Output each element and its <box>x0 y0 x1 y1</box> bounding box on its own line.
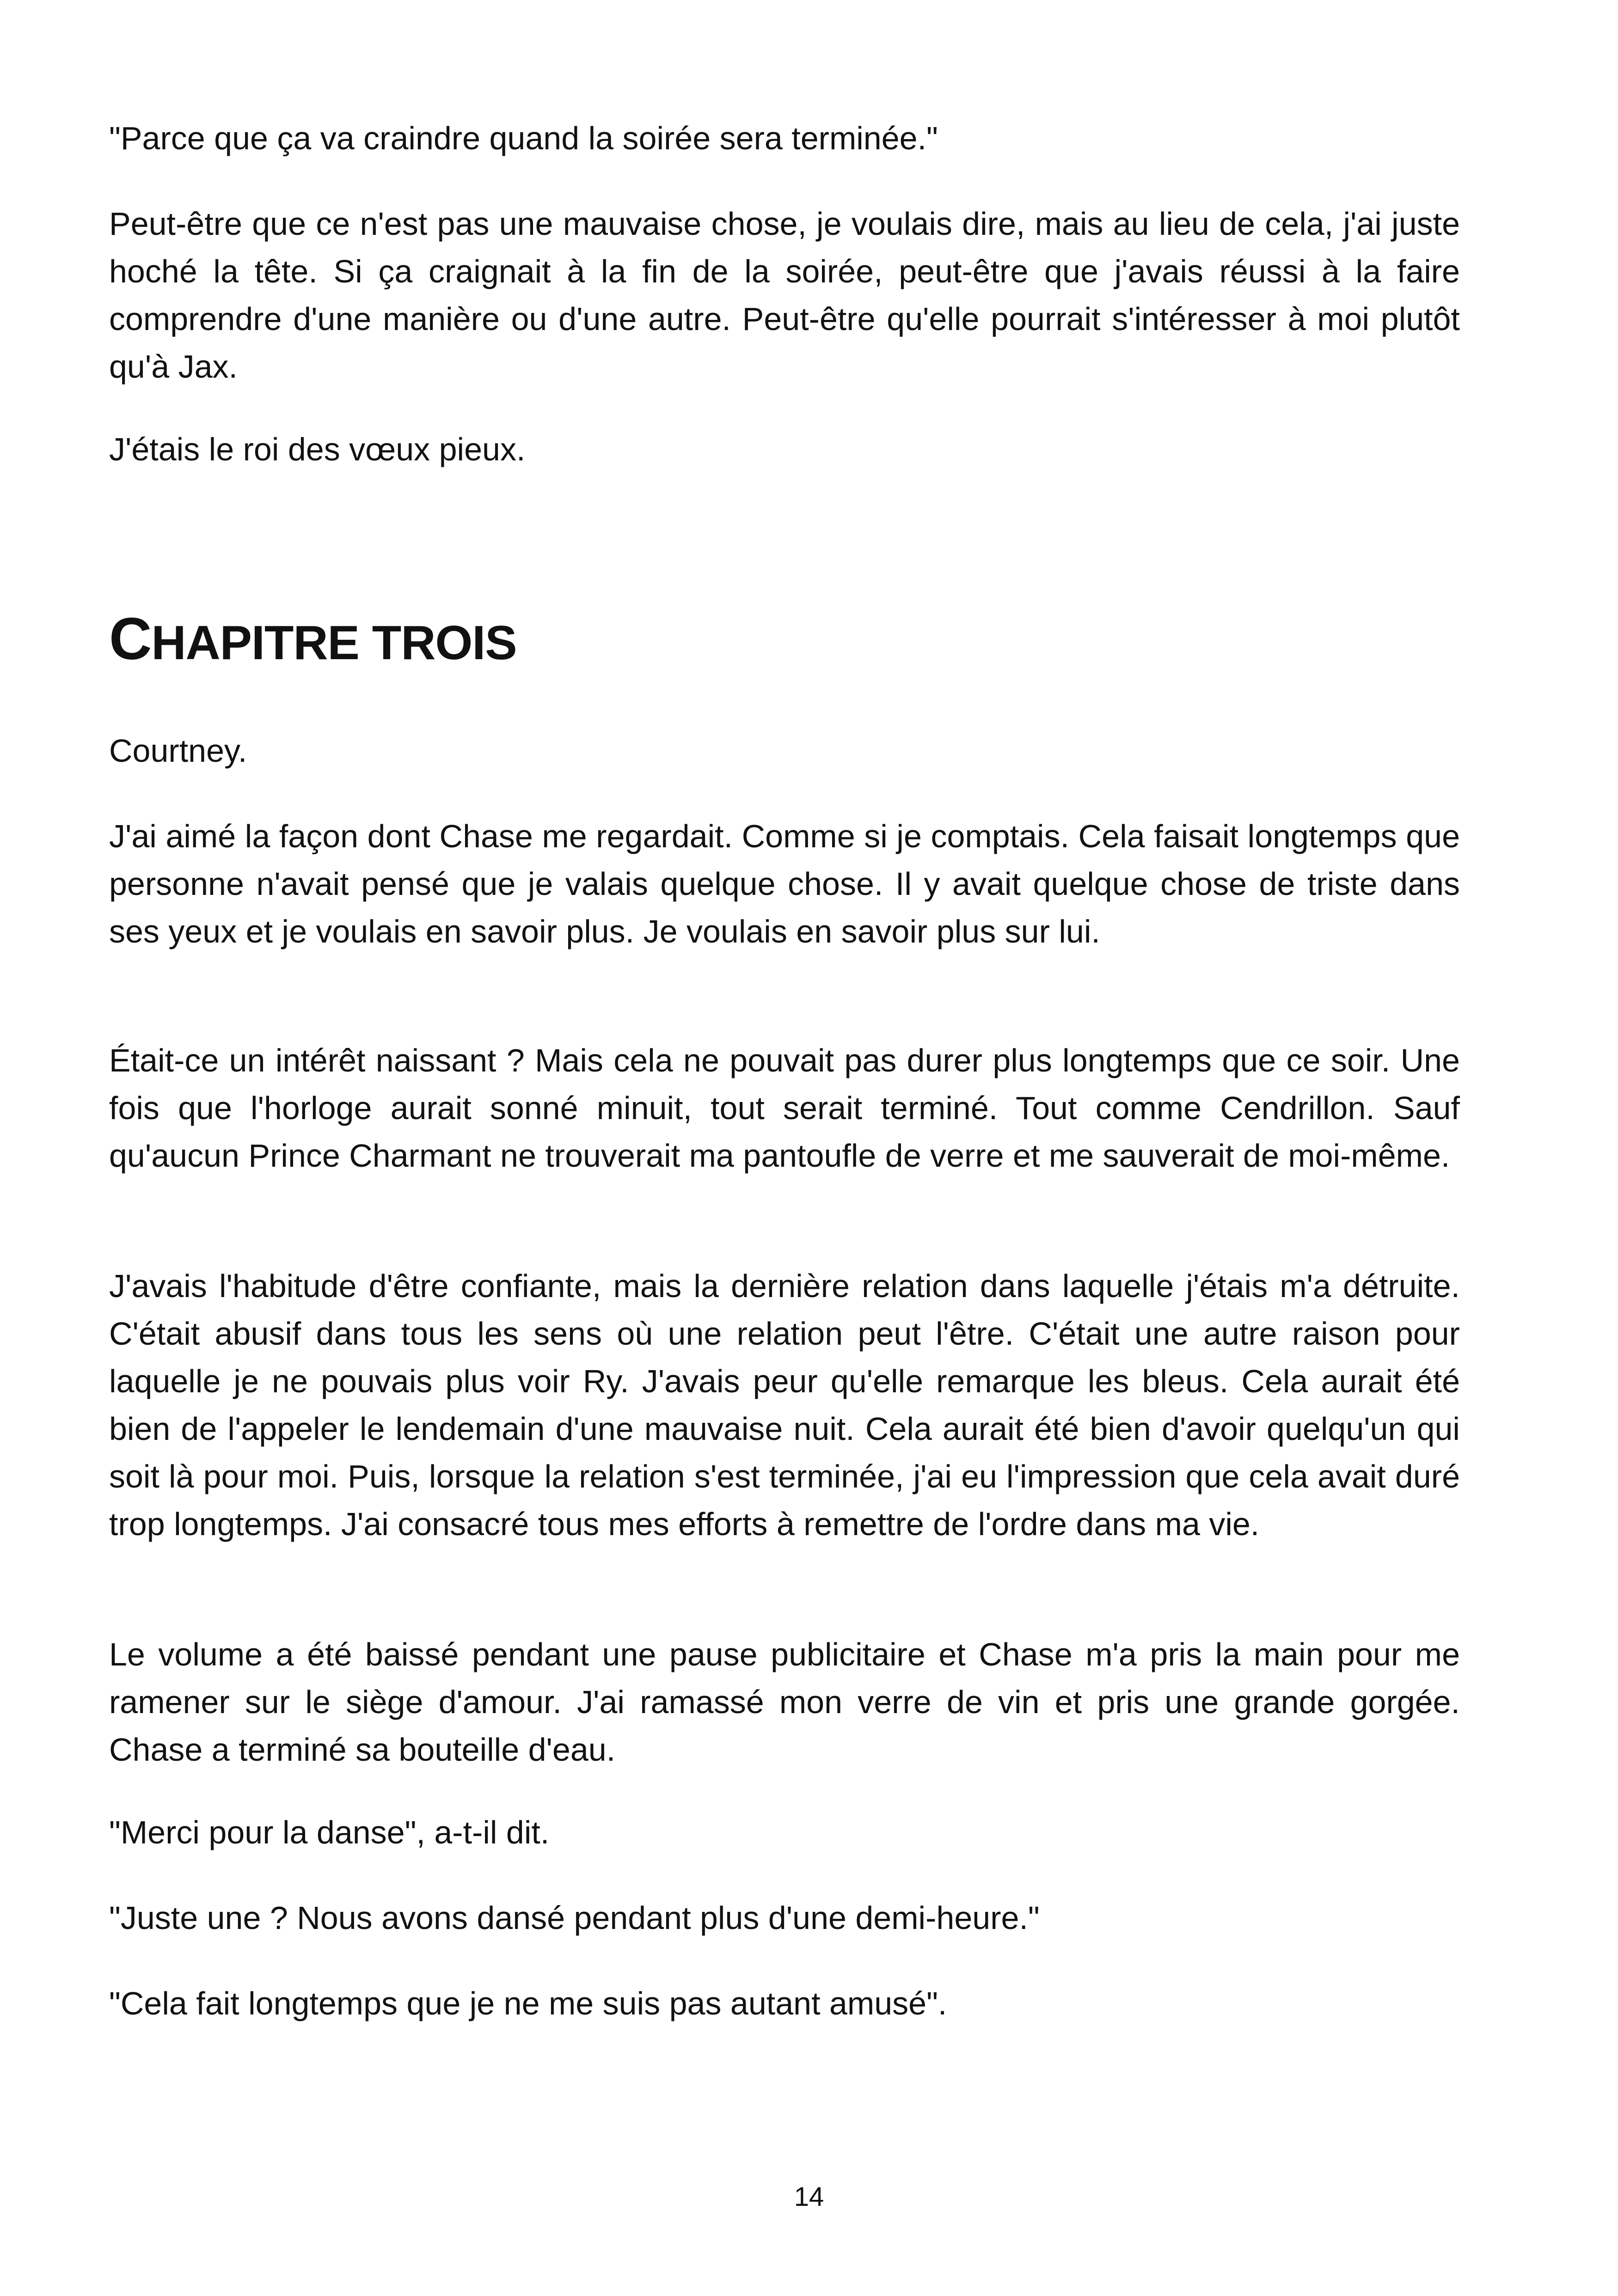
chapter-title-initial: C <box>109 606 152 672</box>
paragraph-dialogue-soiree: "Parce que ça va craindre quand la soirée sera terminée." <box>109 120 938 156</box>
page-number: 14 <box>794 2182 824 2212</box>
paragraph-interet-naissant: Était-ce un intérêt naissant ? Mais cela ne pouvait pas durer plus longtemps que ce soir. Une fois que l'horloge aurait sonné minuit, tout serait terminé. Tout comme Cendrillon. Sauf qu'aucun Prince Charmant ne trouverait ma pantoufle de verre et me sauverait de moi-même. <box>109 1042 1460 1174</box>
paragraph-roi-voeux: J'étais le roi des vœux pieux. <box>109 431 526 467</box>
chapter-title <box>109 606 517 673</box>
chapter-title-rest: HAPITRE TROIS <box>151 616 517 670</box>
paragraph-juste-une: "Juste une ? Nous avons dansé pendant plus d'une demi-heure." <box>109 1900 1040 1936</box>
paragraph-mauvaise-chose: Peut-être que ce n'est pas une mauvaise chose, je voulais dire, mais au lieu de cela, j'ai juste hoché la tête. Si ça craignait à la fin de la soirée, peut-être que j'avais réussi à la faire comprendre d'une manière ou d'une autre. Peut-être qu'elle pourrait s'intéresser à moi plutôt qu'à Jax. <box>109 206 1460 385</box>
paragraph-merci-danse: "Merci pour la danse", a-t-il dit. <box>109 1814 550 1850</box>
paragraph-chase-regard: J'ai aimé la façon dont Chase me regardait. Comme si je comptais. Cela faisait longtemps que personne n'avait pensé que je valais quelque chose. Il y avait quelque chose de triste dans ses yeux et je voulais en savoir plus. Je voulais en savoir plus sur lui. <box>109 818 1460 949</box>
paragraph-relation-passee: J'avais l'habitude d'être confiante, mais la dernière relation dans laquelle j'étais m'a détruite. C'était abusif dans tous les sens où une relation peut l'être. C'était une autre raison pour laquelle je ne pouvais plus voir Ry. J'avais peur qu'elle remarque les bleus. Cela aurait été bien de l'appeler le lendemain d'une mauvaise nuit. Cela aurait été bien d'avoir quelqu'un qui soit là pour moi. Puis, lorsque la relation s'est terminée, j'ai eu l'impression que cela avait duré trop longtemps. J'ai consacré tous mes efforts à remettre de l'ordre dans ma vie. <box>109 1268 1460 1542</box>
paragraph-autant-amuse: "Cela fait longtemps que je ne me suis pas autant amusé". <box>109 1985 947 2021</box>
paragraph-pause-publicitaire: Le volume a été baissé pendant une pause publicitaire et Chase m'a pris la main pour me ramener sur le siège d'amour. J'ai ramassé mon verre de vin et pris une grande gorgée. Chase a terminé sa bouteille d'eau. <box>109 1636 1460 1768</box>
paragraph-narrator-name: Courtney. <box>109 733 247 769</box>
